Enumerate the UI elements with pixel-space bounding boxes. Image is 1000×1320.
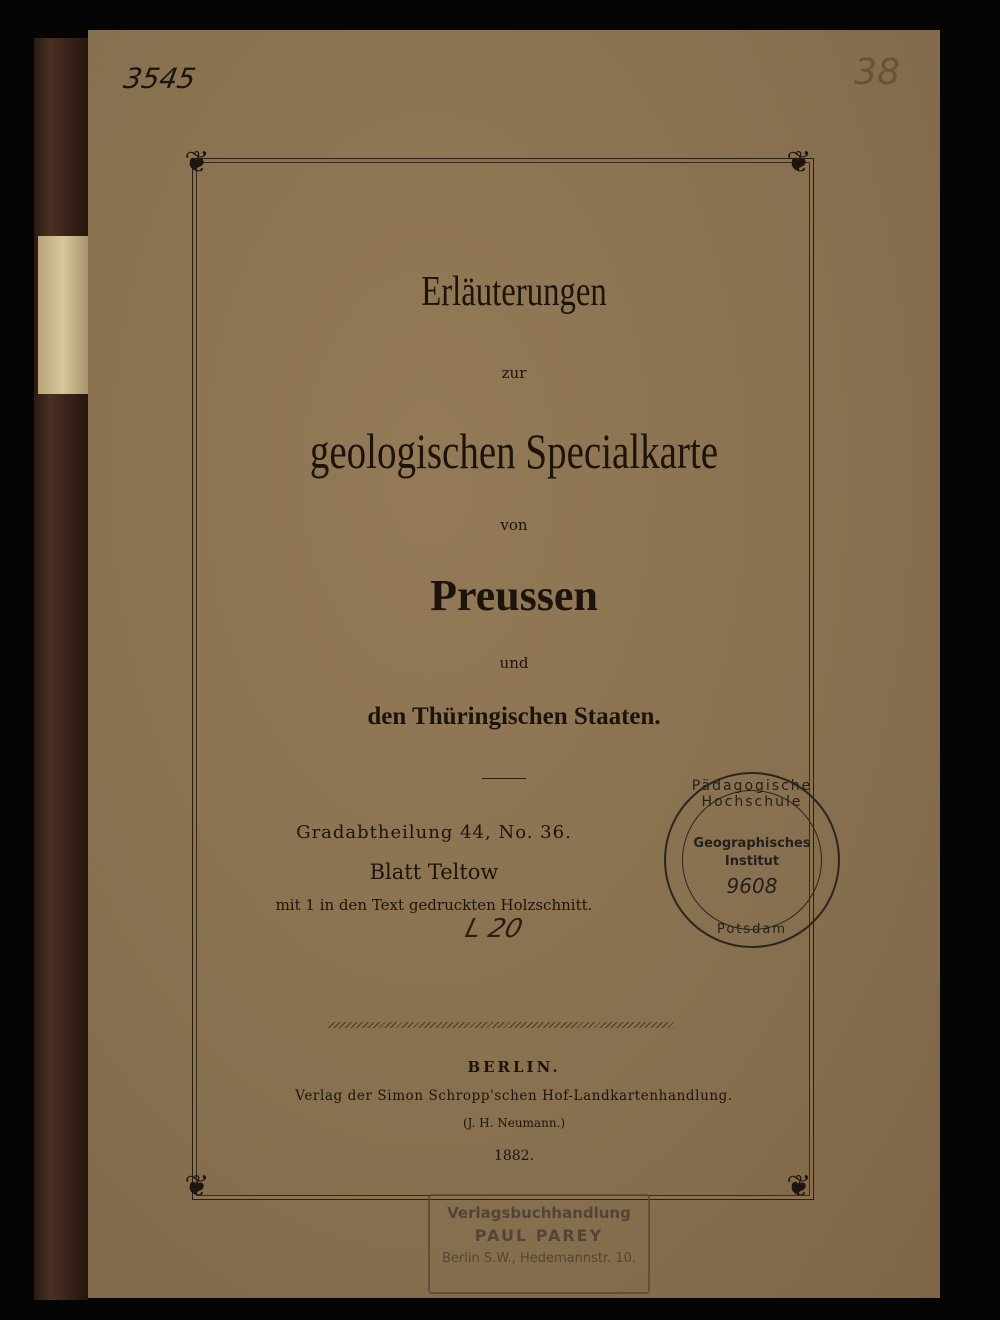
bookseller-stamp-line-3: Berlin S.W., Hedemannstr. 10.: [441, 1251, 637, 1266]
imprint-year: 1882.: [493, 1148, 535, 1164]
stamp-number: 9608: [726, 874, 778, 898]
connector-und: und: [499, 654, 529, 672]
imprint-publisher-sub: (J. H. Neumann.): [462, 1116, 566, 1130]
stamp-ring-bottom: Potsdam: [716, 922, 788, 937]
catalog-number-handwritten: 3545: [121, 62, 199, 95]
blatt-name: Blatt Teltow: [369, 860, 499, 884]
title-line-4: den Thüringischen Staaten.: [367, 703, 661, 730]
bookseller-stamp: [428, 1194, 650, 1294]
corner-mark-handwritten: 38: [854, 52, 900, 93]
connector-von: von: [500, 516, 528, 534]
divider-rule: [482, 778, 526, 779]
holzschnitt-note: mit 1 in den Text gedruckten Holzschnitt.: [275, 896, 593, 914]
imprint-publisher: Verlag der Simon Schropp'schen Hof-Landkartenhandlung.: [295, 1088, 733, 1104]
book-cover: [88, 30, 940, 1298]
stamp-line-1: Geographisches: [693, 836, 811, 851]
gradabtheilung-line: Gradabtheilung 44, No. 36.: [296, 822, 572, 843]
wavy-divider: [328, 1022, 674, 1028]
ornament-corner-icon: ❦: [786, 1169, 812, 1204]
imprint-city: BERLIN.: [467, 1058, 561, 1076]
bookseller-stamp-line-1: Verlagsbuchhandlung: [447, 1204, 631, 1222]
library-round-stamp: [664, 772, 840, 948]
ornament-corner-icon: ❦: [184, 1169, 210, 1204]
spine-label: [38, 236, 88, 394]
ornament-corner-icon: ❦: [184, 145, 210, 180]
title-line-1: Erläuterungen: [421, 269, 607, 315]
book-spine: [34, 38, 88, 1300]
title-line-2: geologischen Specialkarte: [309, 423, 719, 479]
title-line-3: Preussen: [430, 571, 598, 620]
bookseller-stamp-line-2: PAUL PAREY: [474, 1226, 604, 1245]
ornament-corner-icon: ❦: [786, 145, 812, 180]
shelf-mark-handwritten: L 20: [462, 914, 526, 944]
connector-zur: zur: [501, 364, 527, 382]
stamp-ring-top: Pädagogische Hochschule: [691, 778, 813, 810]
stamp-line-2: Institut: [724, 854, 780, 869]
